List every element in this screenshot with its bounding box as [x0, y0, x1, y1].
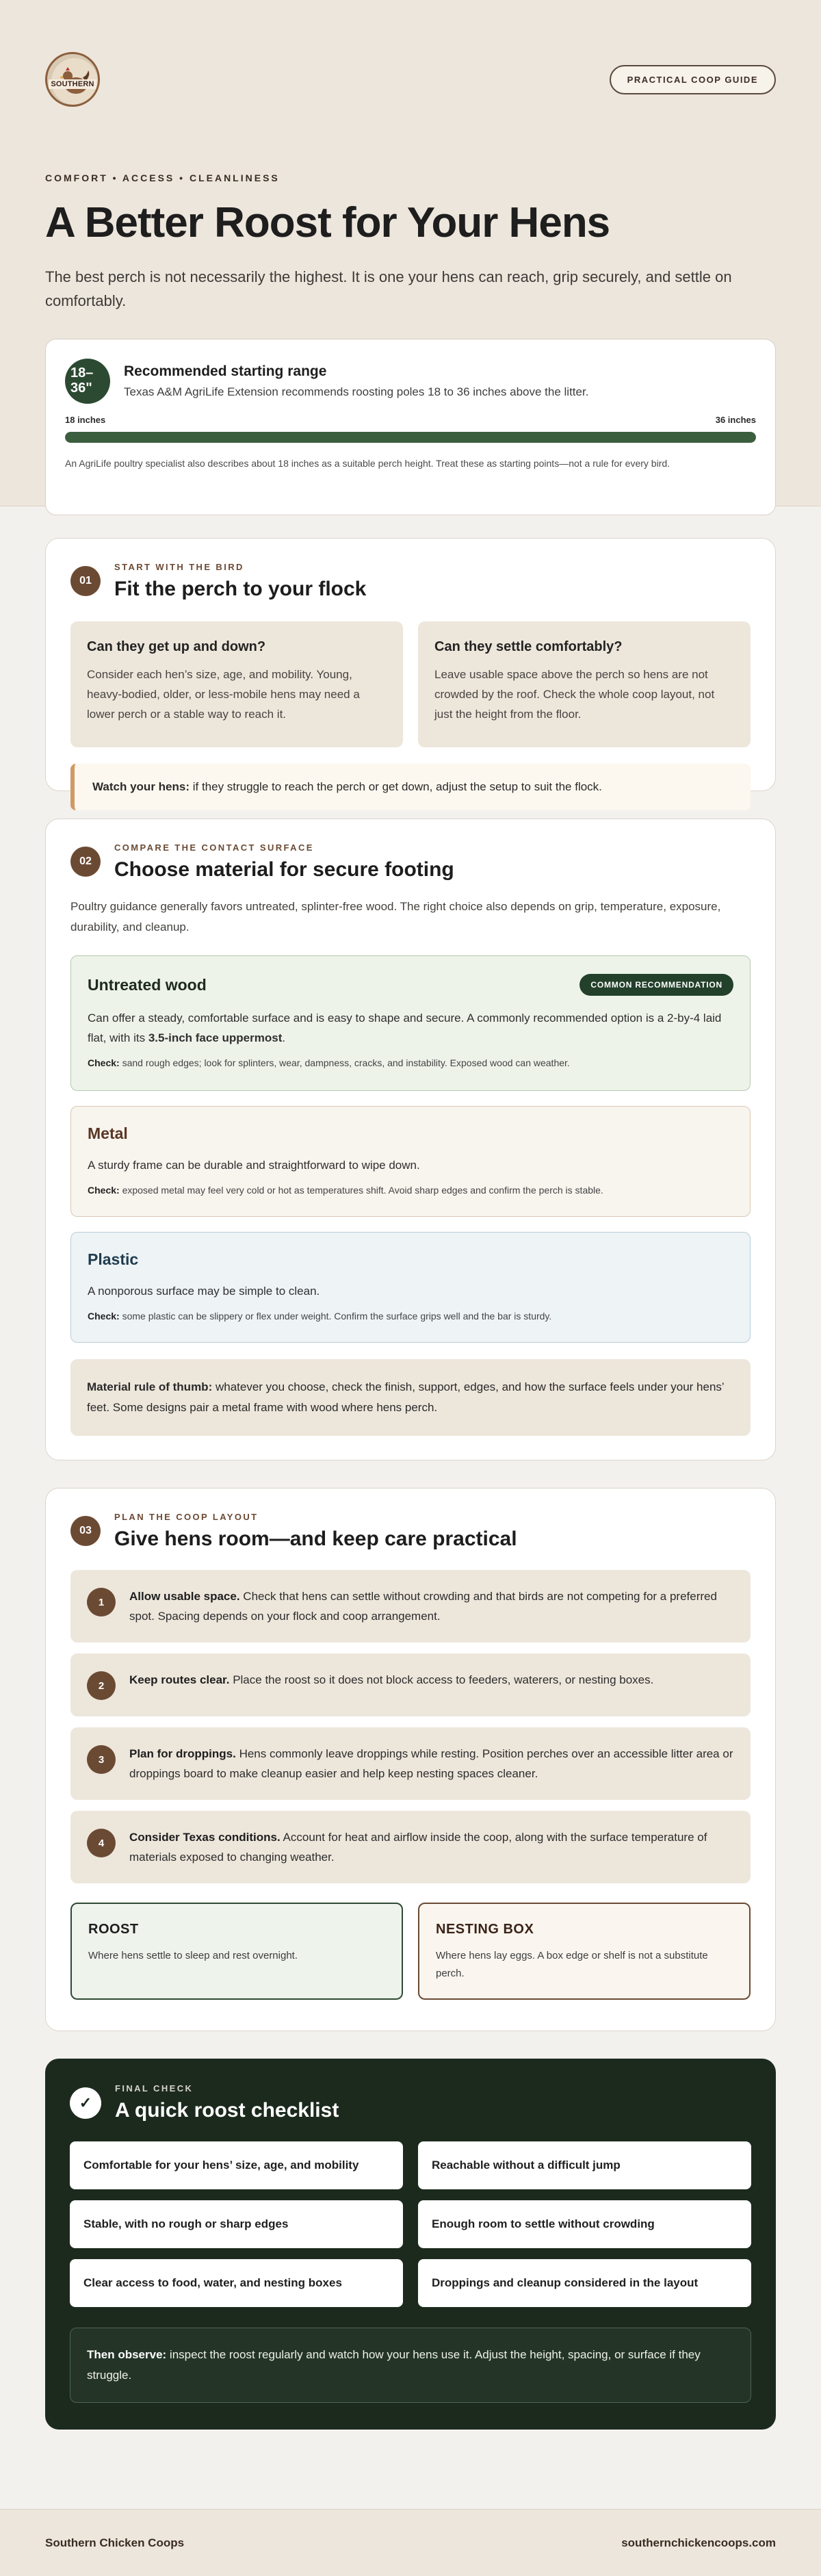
- step-number: 1: [87, 1588, 116, 1617]
- range-subtitle: Texas A&M AgriLife Extension recommends roosting poles 18 to 36 inches above the litter.: [124, 385, 589, 398]
- checklist-item: Reachable without a difficult jump: [418, 2141, 751, 2189]
- materials-intro: Poultry guidance generally favors untreated, splinter-free wood. The right choice also depends on grip, temperature, exposure, durability, and cleanup.: [70, 900, 721, 933]
- definition-nesting-box: [418, 1903, 751, 2000]
- hero: [0, 0, 821, 506]
- checklist-item: Droppings and cleanup considered in the layout: [418, 2259, 751, 2307]
- material-desc-end: .: [282, 1031, 286, 1044]
- material-check: [88, 1185, 733, 1196]
- range-min-label: 18 inches: [65, 415, 106, 425]
- range-title: Recommended starting range: [124, 363, 327, 379]
- check-label: Check:: [88, 1057, 120, 1068]
- section-fit-perch: [45, 538, 776, 791]
- question-text: Consider each hen’s size, age, and mobility. Young, heavy-bodied, older, or less-mobile hens may need a lower perch or a stable way to reach it.: [87, 668, 360, 721]
- step-number: 2: [87, 1671, 116, 1700]
- logo-wordmark: SOUTHERN: [49, 79, 96, 89]
- checklist-item: Stable, with no rough or sharp edges: [70, 2200, 403, 2248]
- material-card-header: [88, 974, 733, 996]
- layout-step: [70, 1653, 751, 1716]
- rule-label: Material rule of thumb:: [87, 1380, 213, 1393]
- section-number: 03: [70, 1516, 101, 1546]
- step-title: Allow usable space.: [129, 1590, 240, 1603]
- material-card-metal: [70, 1106, 751, 1217]
- rule-text: whatever you choose, check the finish, support, edges, and how the surface feels under your hens’ feet. Some designs pair a metal frame with wood where hens perch.: [87, 1380, 725, 1414]
- step-text: [129, 1670, 653, 1690]
- question-boxes: [70, 621, 751, 747]
- range-heading-group: [124, 363, 588, 399]
- material-name: Metal: [88, 1124, 128, 1142]
- footer-brand: Southern Chicken Coops: [45, 2536, 185, 2549]
- section-heading-group: [114, 562, 366, 601]
- section-title: Give hens room—and keep care practical: [114, 1528, 517, 1550]
- material-check: [88, 1311, 733, 1322]
- layout-step: [70, 1570, 751, 1643]
- watch-label: Watch your hens:: [92, 780, 190, 793]
- material-card-plastic: [70, 1232, 751, 1343]
- observe-label: Then observe:: [87, 2348, 167, 2361]
- section-number: 02: [70, 847, 101, 877]
- guide-badge[interactable]: PRACTICAL COOP GUIDE: [610, 65, 776, 94]
- definition-roost: [70, 1903, 403, 2000]
- layout-step: [70, 1727, 751, 1800]
- range-bar: [65, 432, 756, 443]
- range-note: An AgriLife poultry specialist also describes about 18 inches as a suitable perch height. Treat these as starting points—not a rule for every bird.: [65, 458, 670, 469]
- checklist-item: Clear access to food, water, and nesting boxes: [70, 2259, 403, 2307]
- step-text: [129, 1744, 734, 1783]
- layout-step: [70, 1811, 751, 1883]
- checklist-eyebrow: FINAL CHECK: [115, 2083, 194, 2094]
- section-eyebrow: COMPARE THE CONTACT SURFACE: [114, 842, 314, 853]
- material-card-wood: [70, 955, 751, 1091]
- step-body: Hens commonly leave droppings while resting. Position perches over an accessible litter area or droppings board to make cleanup easier and help keep nesting spaces cleaner.: [129, 1747, 733, 1780]
- question-box-comfort: [418, 621, 751, 747]
- section-heading-group: [114, 1512, 517, 1551]
- step-number: 3: [87, 1745, 116, 1774]
- definition-title: NESTING BOX: [436, 1922, 534, 1937]
- section-title: Choose material for secure footing: [114, 858, 454, 881]
- step-title: Plan for droppings.: [129, 1747, 236, 1760]
- observe-callout: [70, 2328, 751, 2403]
- material-check: [88, 1057, 733, 1068]
- checkmark-icon: ✓: [70, 2087, 101, 2119]
- page-title: A Better Roost for Your Hens: [45, 199, 610, 246]
- material-desc-text: Can offer a steady, comfortable surface and is easy to shape and secure. A commonly recommended option is a 2-by-4 laid flat, with its: [88, 1012, 722, 1044]
- range-header: [65, 359, 756, 404]
- question-title: Can they get up and down?: [87, 639, 266, 654]
- section-header: [70, 842, 751, 881]
- question-title: Can they settle comfortably?: [434, 639, 623, 654]
- definition-text: Where hens lay eggs. A box edge or shelf is not a substitute perch.: [436, 1950, 708, 1979]
- recommendation-badge: COMMON RECOMMENDATION: [579, 974, 733, 996]
- check-text: sand rough edges; look for splinters, wear, dampness, cracks, and instability. Exposed wood can weather.: [119, 1057, 570, 1068]
- step-text: [129, 1827, 734, 1867]
- check-label: Check:: [88, 1311, 120, 1322]
- section-header: [70, 562, 751, 601]
- observe-text: inspect the roost regularly and watch how your hens use it. Adjust the height, spacing, or surface if they struggle.: [87, 2348, 701, 2382]
- section-number: 01: [70, 566, 101, 596]
- step-title: Consider Texas conditions.: [129, 1831, 281, 1844]
- brand-logo[interactable]: [45, 52, 100, 107]
- layout-steps: [70, 1570, 751, 1883]
- watch-text: if they struggle to reach the perch or get down, adjust the setup to suit the flock.: [190, 780, 602, 793]
- definition-boxes: [70, 1903, 751, 2000]
- checklist-title: A quick roost checklist: [115, 2099, 339, 2122]
- roost-checklist: [45, 2059, 776, 2430]
- section-heading-group: [114, 842, 454, 881]
- range-max-label: 36 inches: [715, 415, 756, 425]
- section-eyebrow: START WITH THE BIRD: [114, 562, 244, 572]
- watch-callout: [70, 764, 751, 810]
- section-title: Fit the perch to your flock: [114, 578, 367, 600]
- hero-eyebrow: COMFORT • ACCESS • CLEANLINESS: [45, 172, 280, 183]
- step-body: Account for heat and airflow inside the coop, along with the surface temperature of materials exposed to changing weather.: [129, 1831, 707, 1864]
- section-header: [70, 1512, 751, 1551]
- range-labels: [65, 415, 756, 425]
- hero-lead: The best perch is not necessarily the highest. It is one your hens can reach, grip securely, and settle on comfortably.: [45, 268, 732, 309]
- material-description: [88, 1008, 733, 1048]
- definition-text: Where hens settle to sleep and rest overnight.: [88, 1950, 298, 1961]
- material-desc-emphasis: 3.5-inch face uppermost: [148, 1031, 283, 1044]
- definition-title: ROOST: [88, 1922, 139, 1937]
- check-text: exposed metal may feel very cold or hot as temperatures shift. Avoid sharp edges and confirm the perch is stable.: [119, 1185, 603, 1196]
- section-layout: [45, 1488, 776, 2031]
- checklist-heading-group: [115, 2083, 339, 2122]
- checklist-item: Comfortable for your hens’ size, age, and mobility: [70, 2141, 403, 2189]
- material-rule-callout: [70, 1359, 751, 1436]
- check-text: some plastic can be slippery or flex under weight. Confirm the surface grips well and the bar is sturdy.: [119, 1311, 552, 1322]
- range-badge: 18–36": [65, 359, 110, 404]
- material-description: A nonporous surface may be simple to clean.: [88, 1285, 320, 1298]
- checklist-grid: [70, 2141, 751, 2307]
- material-name: Untreated wood: [88, 975, 207, 994]
- step-title: Keep routes clear.: [129, 1673, 230, 1686]
- question-box-access: [70, 621, 403, 747]
- page-footer: [0, 2509, 821, 2576]
- main-content: [0, 506, 821, 2430]
- footer-website-link[interactable]: southernchickencoops.com: [621, 2536, 776, 2549]
- step-number: 4: [87, 1829, 116, 1857]
- step-body: Check that hens can settle without crowding and that birds are not competing for a preferred spot. Spacing depends on your flock and coop arrangement.: [129, 1590, 717, 1623]
- step-body: Place the roost so it does not block access to feeders, waterers, or nesting boxes.: [229, 1673, 654, 1686]
- recommended-range-card: [45, 339, 776, 515]
- hero-top-bar: [45, 45, 776, 114]
- material-description: A sturdy frame can be durable and straightforward to wipe down.: [88, 1159, 420, 1172]
- question-text: Leave usable space above the perch so hens are not crowded by the roof. Check the whole coop layout, not just the height from the floor.: [434, 668, 715, 721]
- material-name: Plastic: [88, 1250, 139, 1268]
- checklist-item: Enough room to settle without crowding: [418, 2200, 751, 2248]
- checklist-header: [70, 2083, 751, 2122]
- section-materials: [45, 819, 776, 1460]
- range-bar-fill: [65, 432, 756, 443]
- check-label: Check:: [88, 1185, 120, 1196]
- step-text: [129, 1586, 734, 1626]
- section-eyebrow: PLAN THE COOP LAYOUT: [114, 1512, 259, 1522]
